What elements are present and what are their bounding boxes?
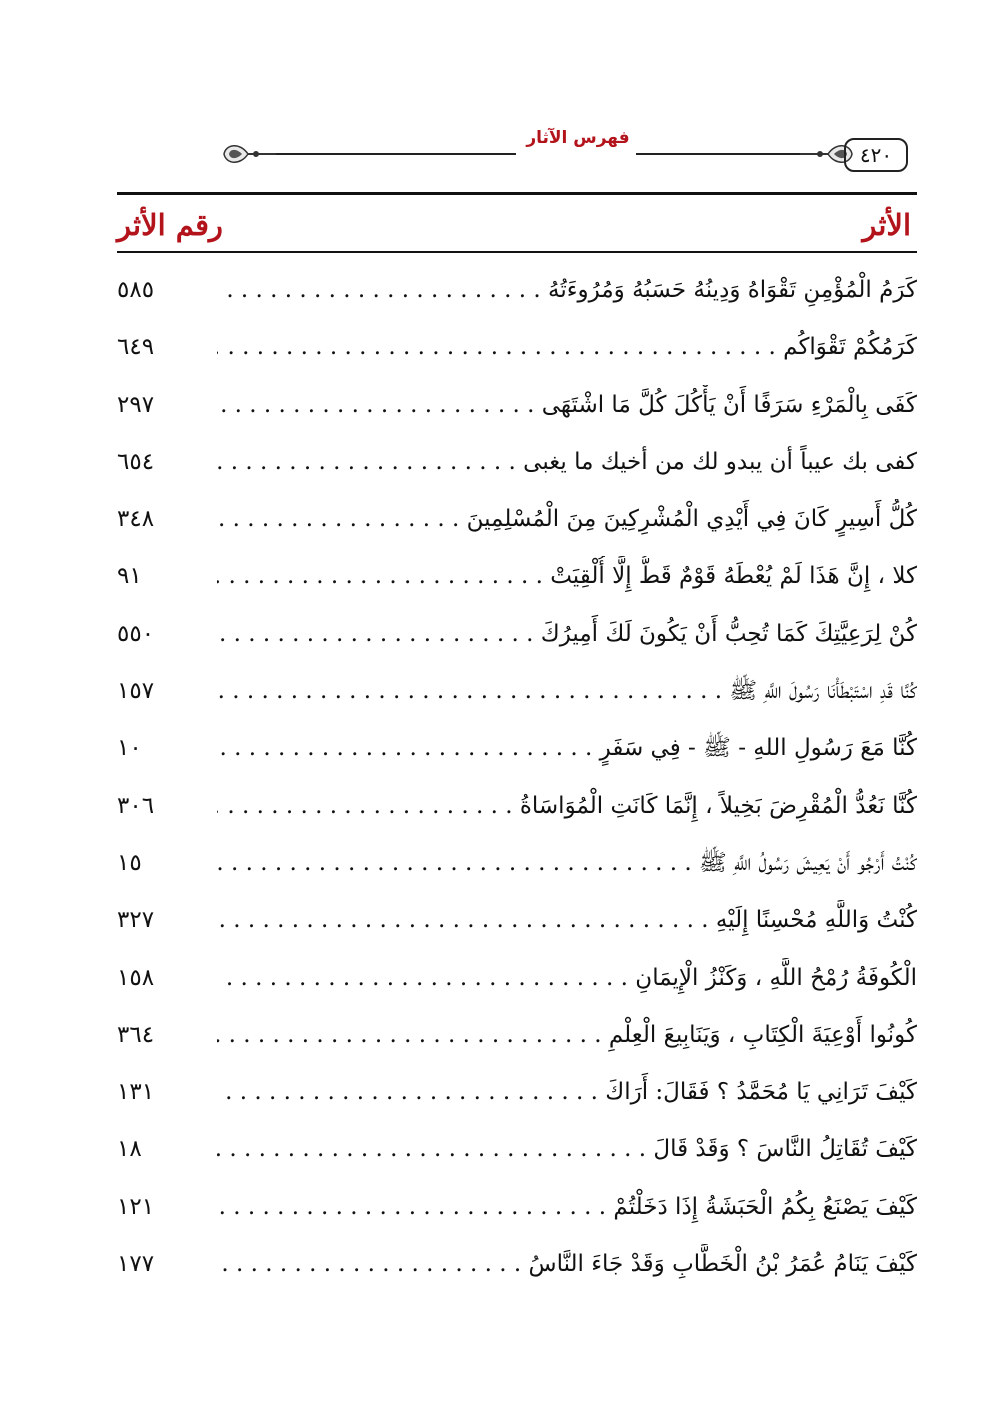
index-entry [117, 1064, 917, 1121]
entry-number: ٣٠٦ [117, 792, 155, 819]
entry-text: كفى بك عيباً أن يبدو لك من أخيك ما يغبى . . . [217, 442, 917, 482]
entry-text: كُلُّ أَسِيرٍ كَانَ فِي أَيْدِي الْمُشْرِكِينَ مِنَ الْمُسْلِمِينَ . . . [217, 499, 917, 539]
entry-text: كُنَّا مَعَ رَسُولِ اللهِ - ﷺ - فِي سَفَرٍ . . . [217, 728, 917, 768]
index-entry [117, 1007, 917, 1064]
entry-number: ٣٦٤ [117, 1021, 155, 1048]
entry-text: كَيْفَ يَنَامُ عُمَرُ بْنُ الْخَطَّابِ وَقَدْ جَاءَ النَّاسُ . . . [217, 1244, 917, 1284]
index-entry [117, 835, 917, 892]
entry-number: ٢٩٧ [117, 391, 155, 418]
index-entry [117, 377, 917, 434]
index-entry [117, 778, 917, 835]
index-entry [117, 434, 917, 491]
entry-number: ١٨ [117, 1136, 142, 1163]
entry-number: ٦٥٤ [117, 448, 155, 475]
entry-text: كَرَمُ الْمُؤْمِنِ تَقْوَاهُ وَدِينُهُ حَسَبُهُ وَمُرُوءَتُهُ . . . [217, 270, 917, 310]
running-title: فهرس الآثار [526, 128, 630, 148]
entry-text: كُنْ لِرَعِيَّتِكَ كَمَا تُحِبُّ أَنْ يَكُونَ لَكَ أَمِيرُكَ . . . [217, 614, 917, 654]
entry-number: ١٧٧ [117, 1251, 155, 1278]
entry-text: كُنَّا قَدِ اسْتَبْطَأْنَا رَسُولَ اللَّهِ ﷺ . . . [217, 671, 917, 711]
column-header-divider [117, 251, 917, 253]
entry-number: ٣٢٧ [117, 907, 155, 934]
column-header-number: رقم الأثر [117, 208, 223, 242]
index-entry [117, 262, 917, 319]
index-entry [117, 491, 917, 548]
index-list [117, 262, 917, 1293]
entry-number: ١٢١ [117, 1193, 155, 1220]
index-entry [117, 606, 917, 663]
index-entry [117, 319, 917, 376]
entry-text: كَيْفَ تُقَاتِلُ النَّاسَ ؟ وَقَدْ قَالَ . . . [217, 1129, 917, 1169]
page-number: ٤٢٠ [844, 138, 908, 172]
floral-ornament-icon [218, 138, 278, 170]
header-rule-left [276, 153, 516, 155]
index-entry [117, 720, 917, 777]
entry-text: كَيْفَ يَصْنَعُ بِكُمُ الْحَبَشَةُ إِذَا دَخَلْتُمْ . . . [217, 1187, 917, 1227]
entry-number: ١٥٧ [117, 678, 155, 705]
entry-number: ١٠ [117, 735, 142, 762]
index-entry [117, 1236, 917, 1293]
entry-number: ٩١ [117, 563, 142, 590]
entry-number: ٦٤٩ [117, 334, 155, 361]
entry-number: ٣٤٨ [117, 506, 155, 533]
entry-text: كَفَى بِالْمَرْءِ سَرَفًا أَنْ يَأْكُلَ كُلَّ مَا اشْتَهَى . . . [217, 385, 917, 425]
index-entry [117, 1179, 917, 1236]
entry-number: ٥٨٥ [117, 277, 155, 303]
entry-number: ٥٥٠ [117, 620, 155, 647]
entry-number: ١٥٨ [117, 964, 155, 991]
entry-text: كُنْتُ أَرْجُو أَنْ يَعِيشَ رَسُولُ اللَّهِ ﷺ . . . [217, 843, 917, 883]
entry-number: ١٥ [117, 849, 142, 876]
entry-text: كُنْتُ وَاللَّهِ مُحْسِنًا إِلَيْهِ . . . [217, 900, 917, 940]
entry-text: كَرَمُكُمْ تَقْوَاكُم . . . [217, 327, 917, 367]
entry-text: الْكُوفَةُ رُمْحُ اللَّهِ ، وَكَنْزُ الْإِيمَانِ . . . [217, 958, 917, 998]
entry-text: كُنَّا نَعُدُّ الْمُقْرِضَ بَخِيلاً ، إِنَّمَا كَانَتِ الْمُوَاسَاةُ . . . [217, 786, 917, 826]
column-header-athar: الأثر [862, 208, 911, 242]
entry-number: ١٣١ [117, 1079, 155, 1106]
index-entry [117, 548, 917, 605]
index-entry [117, 892, 917, 949]
index-entry [117, 950, 917, 1007]
index-entry [117, 663, 917, 720]
header-divider [117, 192, 917, 195]
entry-text: كلا ، إِنَّ هَذَا لَمْ يُعْطَهُ قَوْمٌ قَطُّ إِلَّا أُلْقِيَتْ . . . [217, 556, 917, 596]
entry-text: كَيْفَ تَرَانِي يَا مُحَمَّدُ ؟ فَقَالَ: أَرَاكَ . . . [217, 1072, 917, 1112]
index-entry [117, 1121, 917, 1178]
entry-text: كُونُوا أَوْعِيَةَ الْكِتَابِ ، وَيَنَابِيعَ الْعِلْمِ . . . [217, 1015, 917, 1055]
running-header [218, 128, 914, 178]
